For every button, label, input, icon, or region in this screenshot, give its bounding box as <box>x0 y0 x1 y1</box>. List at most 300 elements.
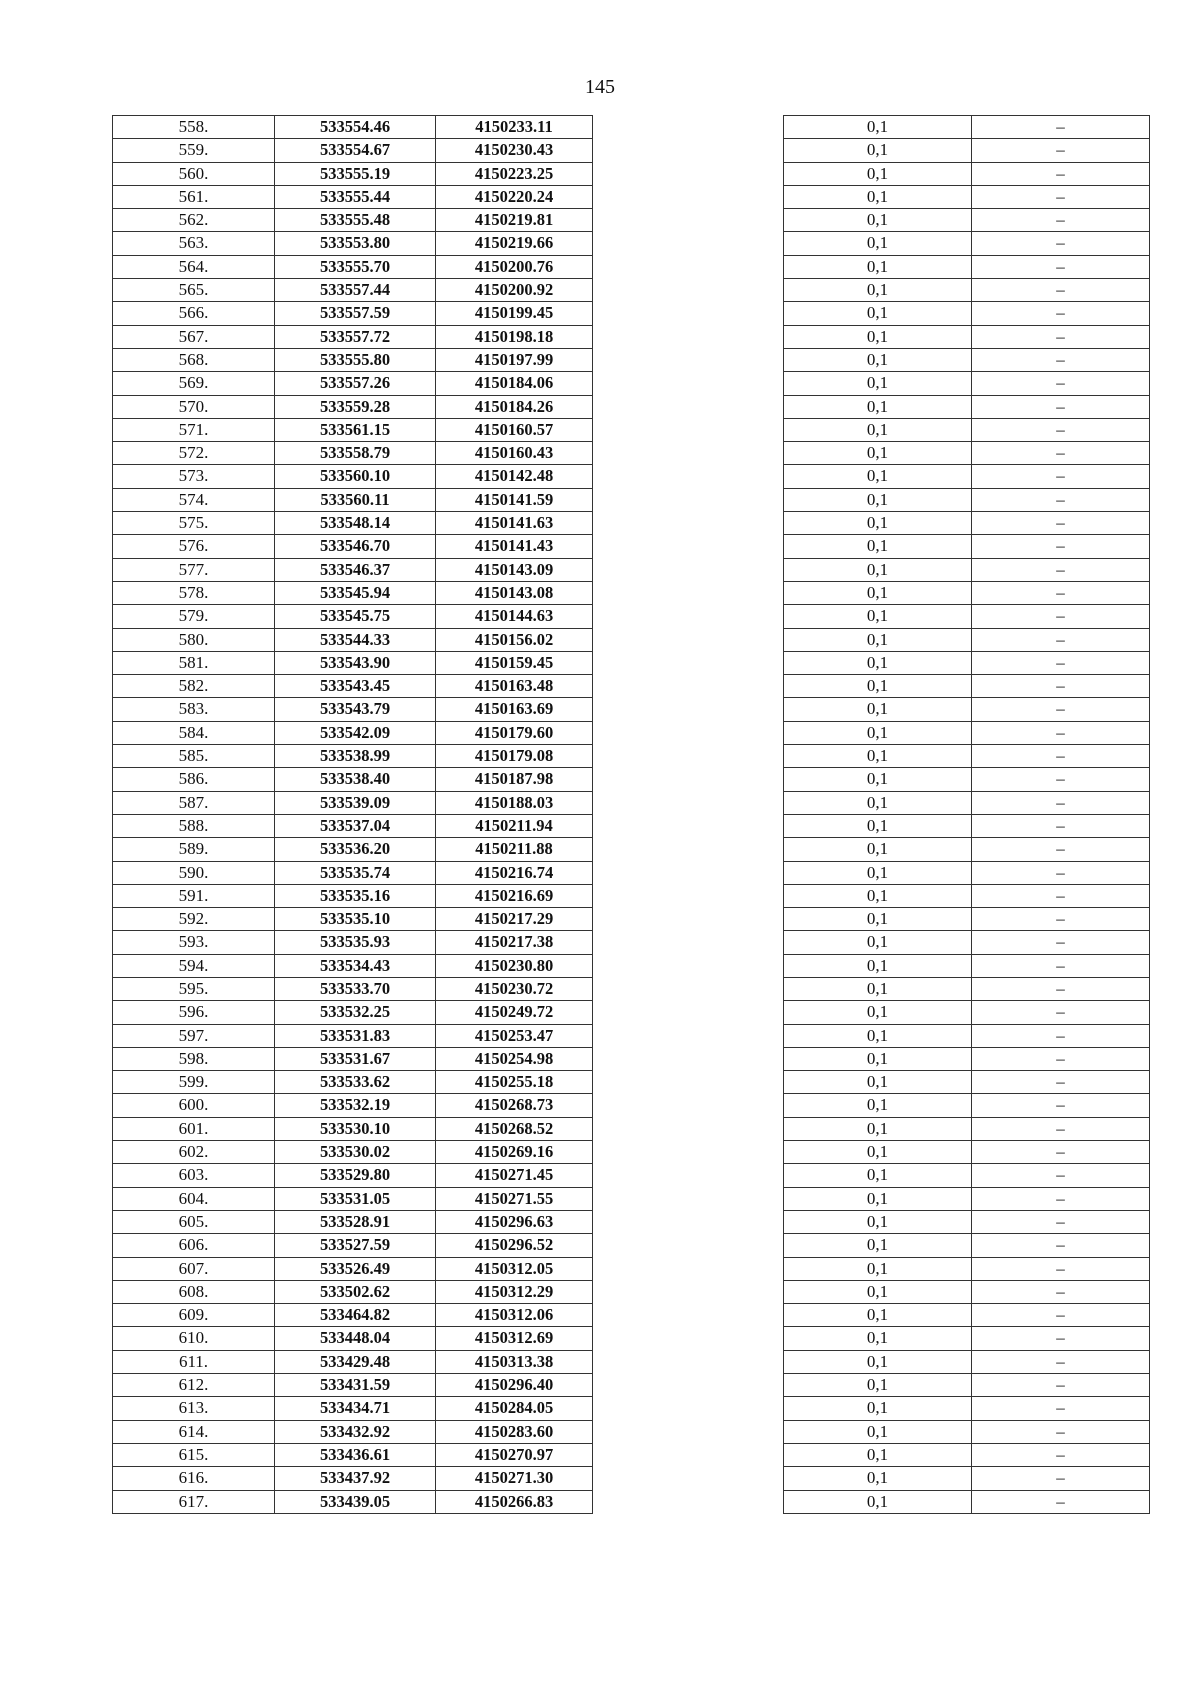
dash-cell: – <box>972 1257 1150 1280</box>
dash-cell: – <box>972 581 1150 604</box>
table-row <box>784 232 1150 255</box>
y-coordinate-cell: 4150268.73 <box>436 1094 593 1117</box>
table-row <box>784 1047 1150 1070</box>
table-row <box>784 791 1150 814</box>
table-row <box>113 465 593 488</box>
value-cell: 0,1 <box>784 721 972 744</box>
table-row <box>784 488 1150 511</box>
dash-cell: – <box>972 1141 1150 1164</box>
table-row <box>784 745 1150 768</box>
y-coordinate-cell: 4150156.02 <box>436 628 593 651</box>
value-cell: 0,1 <box>784 1443 972 1466</box>
point-number-cell: 568. <box>113 348 275 371</box>
value-cell: 0,1 <box>784 861 972 884</box>
dash-cell: – <box>972 884 1150 907</box>
x-coordinate-cell: 533555.48 <box>275 209 436 232</box>
table-row <box>113 1420 593 1443</box>
table-row <box>784 884 1150 907</box>
y-coordinate-cell: 4150200.92 <box>436 279 593 302</box>
x-coordinate-cell: 533437.92 <box>275 1467 436 1490</box>
y-coordinate-cell: 4150217.29 <box>436 908 593 931</box>
value-cell: 0,1 <box>784 1304 972 1327</box>
point-number-cell: 582. <box>113 675 275 698</box>
dash-cell: – <box>972 1234 1150 1257</box>
x-coordinate-cell: 533539.09 <box>275 791 436 814</box>
point-number-cell: 596. <box>113 1001 275 1024</box>
point-number-cell: 576. <box>113 535 275 558</box>
table-row <box>113 348 593 371</box>
y-coordinate-cell: 4150296.63 <box>436 1210 593 1233</box>
y-coordinate-cell: 4150253.47 <box>436 1024 593 1047</box>
point-number-cell: 606. <box>113 1234 275 1257</box>
dash-cell: – <box>972 605 1150 628</box>
point-number-cell: 569. <box>113 372 275 395</box>
value-cell: 0,1 <box>784 908 972 931</box>
x-coordinate-cell: 533555.19 <box>275 162 436 185</box>
point-number-cell: 574. <box>113 488 275 511</box>
x-coordinate-cell: 533535.74 <box>275 861 436 884</box>
table-row <box>784 581 1150 604</box>
dash-cell: – <box>972 861 1150 884</box>
x-coordinate-cell: 533538.40 <box>275 768 436 791</box>
table-row <box>113 209 593 232</box>
table-row <box>113 372 593 395</box>
table-row <box>113 395 593 418</box>
table-row <box>113 255 593 278</box>
table-row <box>784 814 1150 837</box>
value-cell: 0,1 <box>784 768 972 791</box>
x-coordinate-cell: 533532.19 <box>275 1094 436 1117</box>
x-coordinate-cell: 533557.59 <box>275 302 436 325</box>
point-number-cell: 593. <box>113 931 275 954</box>
table-row <box>784 908 1150 931</box>
dash-cell: – <box>972 977 1150 1000</box>
x-coordinate-cell: 533560.10 <box>275 465 436 488</box>
y-coordinate-cell: 4150142.48 <box>436 465 593 488</box>
y-coordinate-cell: 4150217.38 <box>436 931 593 954</box>
value-cell: 0,1 <box>784 1467 972 1490</box>
y-coordinate-cell: 4150159.45 <box>436 651 593 674</box>
table-row <box>784 1257 1150 1280</box>
point-number-cell: 600. <box>113 1094 275 1117</box>
table-row <box>113 162 593 185</box>
table-row <box>784 1024 1150 1047</box>
x-coordinate-cell: 533464.82 <box>275 1304 436 1327</box>
value-cell: 0,1 <box>784 488 972 511</box>
x-coordinate-cell: 533553.80 <box>275 232 436 255</box>
y-coordinate-cell: 4150197.99 <box>436 348 593 371</box>
dash-cell: – <box>972 1071 1150 1094</box>
dash-cell: – <box>972 255 1150 278</box>
table-row <box>113 1280 593 1303</box>
y-coordinate-cell: 4150270.97 <box>436 1443 593 1466</box>
table-row <box>784 116 1150 139</box>
point-number-cell: 559. <box>113 139 275 162</box>
table-row <box>113 675 593 698</box>
x-coordinate-cell: 533529.80 <box>275 1164 436 1187</box>
y-coordinate-cell: 4150271.45 <box>436 1164 593 1187</box>
dash-cell: – <box>972 1047 1150 1070</box>
value-cell: 0,1 <box>784 977 972 1000</box>
value-cell: 0,1 <box>784 581 972 604</box>
table-row <box>784 1374 1150 1397</box>
y-coordinate-cell: 4150143.08 <box>436 581 593 604</box>
x-coordinate-cell: 533558.79 <box>275 442 436 465</box>
table-row <box>113 325 593 348</box>
table-row <box>784 209 1150 232</box>
value-cell: 0,1 <box>784 1327 972 1350</box>
x-coordinate-cell: 533555.70 <box>275 255 436 278</box>
y-coordinate-cell: 4150211.94 <box>436 814 593 837</box>
table-row <box>113 1374 593 1397</box>
table-row <box>784 1117 1150 1140</box>
dash-cell: – <box>972 814 1150 837</box>
point-number-cell: 579. <box>113 605 275 628</box>
y-coordinate-cell: 4150269.16 <box>436 1141 593 1164</box>
point-number-cell: 601. <box>113 1117 275 1140</box>
x-coordinate-cell: 533538.99 <box>275 745 436 768</box>
value-cell: 0,1 <box>784 116 972 139</box>
values-table-body <box>784 116 1150 1514</box>
table-row <box>113 791 593 814</box>
point-number-cell: 581. <box>113 651 275 674</box>
value-cell: 0,1 <box>784 279 972 302</box>
x-coordinate-cell: 533545.94 <box>275 581 436 604</box>
point-number-cell: 602. <box>113 1141 275 1164</box>
table-row <box>113 745 593 768</box>
table-row <box>113 698 593 721</box>
dash-cell: – <box>972 1210 1150 1233</box>
value-cell: 0,1 <box>784 931 972 954</box>
x-coordinate-cell: 533526.49 <box>275 1257 436 1280</box>
dash-cell: – <box>972 1117 1150 1140</box>
table-row <box>784 861 1150 884</box>
point-number-cell: 572. <box>113 442 275 465</box>
point-number-cell: 591. <box>113 884 275 907</box>
dash-cell: – <box>972 348 1150 371</box>
dash-cell: – <box>972 838 1150 861</box>
table-row <box>113 651 593 674</box>
table-row <box>113 721 593 744</box>
point-number-cell: 614. <box>113 1420 275 1443</box>
value-cell: 0,1 <box>784 348 972 371</box>
point-number-cell: 564. <box>113 255 275 278</box>
point-number-cell: 583. <box>113 698 275 721</box>
point-number-cell: 597. <box>113 1024 275 1047</box>
table-row <box>784 1467 1150 1490</box>
x-coordinate-cell: 533560.11 <box>275 488 436 511</box>
y-coordinate-cell: 4150216.74 <box>436 861 593 884</box>
dash-cell: – <box>972 698 1150 721</box>
table-row <box>113 232 593 255</box>
table-row <box>784 325 1150 348</box>
table-row <box>113 1234 593 1257</box>
point-number-cell: 594. <box>113 954 275 977</box>
y-coordinate-cell: 4150163.69 <box>436 698 593 721</box>
values-table <box>783 115 1150 1514</box>
point-number-cell: 570. <box>113 395 275 418</box>
dash-cell: – <box>972 558 1150 581</box>
value-cell: 0,1 <box>784 558 972 581</box>
y-coordinate-cell: 4150179.08 <box>436 745 593 768</box>
value-cell: 0,1 <box>784 884 972 907</box>
y-coordinate-cell: 4150141.43 <box>436 535 593 558</box>
y-coordinate-cell: 4150266.83 <box>436 1490 593 1513</box>
table-row <box>784 1094 1150 1117</box>
point-number-cell: 563. <box>113 232 275 255</box>
table-row <box>784 465 1150 488</box>
point-number-cell: 598. <box>113 1047 275 1070</box>
x-coordinate-cell: 533548.14 <box>275 512 436 535</box>
x-coordinate-cell: 533448.04 <box>275 1327 436 1350</box>
y-coordinate-cell: 4150296.40 <box>436 1374 593 1397</box>
dash-cell: – <box>972 162 1150 185</box>
point-number-cell: 592. <box>113 908 275 931</box>
table-row <box>784 512 1150 535</box>
table-row <box>784 651 1150 674</box>
value-cell: 0,1 <box>784 442 972 465</box>
dash-cell: – <box>972 418 1150 441</box>
y-coordinate-cell: 4150219.81 <box>436 209 593 232</box>
table-row <box>113 1304 593 1327</box>
table-row <box>113 838 593 861</box>
value-cell: 0,1 <box>784 209 972 232</box>
value-cell: 0,1 <box>784 698 972 721</box>
y-coordinate-cell: 4150187.98 <box>436 768 593 791</box>
dash-cell: – <box>972 1397 1150 1420</box>
table-row <box>784 185 1150 208</box>
table-row <box>784 1234 1150 1257</box>
y-coordinate-cell: 4150216.69 <box>436 884 593 907</box>
value-cell: 0,1 <box>784 1187 972 1210</box>
table-row <box>784 721 1150 744</box>
table-row <box>784 931 1150 954</box>
point-number-cell: 617. <box>113 1490 275 1513</box>
value-cell: 0,1 <box>784 745 972 768</box>
x-coordinate-cell: 533531.83 <box>275 1024 436 1047</box>
table-row <box>784 1164 1150 1187</box>
x-coordinate-cell: 533546.37 <box>275 558 436 581</box>
table-row <box>784 1420 1150 1443</box>
y-coordinate-cell: 4150188.03 <box>436 791 593 814</box>
value-cell: 0,1 <box>784 1280 972 1303</box>
x-coordinate-cell: 533554.67 <box>275 139 436 162</box>
table-row <box>784 139 1150 162</box>
table-row <box>113 442 593 465</box>
value-cell: 0,1 <box>784 1234 972 1257</box>
table-row <box>784 255 1150 278</box>
x-coordinate-cell: 533557.44 <box>275 279 436 302</box>
point-number-cell: 566. <box>113 302 275 325</box>
table-row <box>113 302 593 325</box>
table-row <box>784 675 1150 698</box>
dash-cell: – <box>972 1443 1150 1466</box>
value-cell: 0,1 <box>784 605 972 628</box>
table-row <box>113 418 593 441</box>
table-row <box>113 1350 593 1373</box>
table-row <box>113 581 593 604</box>
table-row <box>113 814 593 837</box>
dash-cell: – <box>972 1467 1150 1490</box>
dash-cell: – <box>972 954 1150 977</box>
dash-cell: – <box>972 1374 1150 1397</box>
point-number-cell: 616. <box>113 1467 275 1490</box>
y-coordinate-cell: 4150254.98 <box>436 1047 593 1070</box>
table-row <box>784 1071 1150 1094</box>
y-coordinate-cell: 4150211.88 <box>436 838 593 861</box>
table-row <box>784 1490 1150 1513</box>
table-row <box>113 628 593 651</box>
table-row <box>113 1327 593 1350</box>
page-number: 145 <box>585 76 615 98</box>
point-number-cell: 609. <box>113 1304 275 1327</box>
value-cell: 0,1 <box>784 512 972 535</box>
dash-cell: – <box>972 116 1150 139</box>
y-coordinate-cell: 4150160.43 <box>436 442 593 465</box>
point-number-cell: 615. <box>113 1443 275 1466</box>
point-number-cell: 603. <box>113 1164 275 1187</box>
value-cell: 0,1 <box>784 418 972 441</box>
x-coordinate-cell: 533535.93 <box>275 931 436 954</box>
value-cell: 0,1 <box>784 1047 972 1070</box>
point-number-cell: 608. <box>113 1280 275 1303</box>
value-cell: 0,1 <box>784 535 972 558</box>
x-coordinate-cell: 533537.04 <box>275 814 436 837</box>
x-coordinate-cell: 533557.26 <box>275 372 436 395</box>
point-number-cell: 604. <box>113 1187 275 1210</box>
dash-cell: – <box>972 279 1150 302</box>
y-coordinate-cell: 4150160.57 <box>436 418 593 441</box>
table-row <box>113 512 593 535</box>
x-coordinate-cell: 533555.44 <box>275 185 436 208</box>
point-number-cell: 605. <box>113 1210 275 1233</box>
y-coordinate-cell: 4150255.18 <box>436 1071 593 1094</box>
dash-cell: – <box>972 139 1150 162</box>
point-number-cell: 611. <box>113 1350 275 1373</box>
dash-cell: – <box>972 1001 1150 1024</box>
x-coordinate-cell: 533502.62 <box>275 1280 436 1303</box>
dash-cell: – <box>972 1420 1150 1443</box>
dash-cell: – <box>972 232 1150 255</box>
point-number-cell: 587. <box>113 791 275 814</box>
table-row <box>784 1443 1150 1466</box>
table-row <box>784 442 1150 465</box>
y-coordinate-cell: 4150312.29 <box>436 1280 593 1303</box>
table-row <box>784 768 1150 791</box>
table-row <box>113 279 593 302</box>
x-coordinate-cell: 533434.71 <box>275 1397 436 1420</box>
y-coordinate-cell: 4150220.24 <box>436 185 593 208</box>
table-row <box>784 605 1150 628</box>
y-coordinate-cell: 4150233.11 <box>436 116 593 139</box>
dash-cell: – <box>972 302 1150 325</box>
point-number-cell: 588. <box>113 814 275 837</box>
value-cell: 0,1 <box>784 255 972 278</box>
point-number-cell: 599. <box>113 1071 275 1094</box>
table-row <box>113 1001 593 1024</box>
coordinates-table-body <box>113 116 593 1514</box>
table-row <box>113 861 593 884</box>
x-coordinate-cell: 533531.05 <box>275 1187 436 1210</box>
point-number-cell: 573. <box>113 465 275 488</box>
table-row <box>113 1257 593 1280</box>
point-number-cell: 558. <box>113 116 275 139</box>
dash-cell: – <box>972 1094 1150 1117</box>
point-number-cell: 567. <box>113 325 275 348</box>
x-coordinate-cell: 533532.25 <box>275 1001 436 1024</box>
table-row <box>113 185 593 208</box>
x-coordinate-cell: 533432.92 <box>275 1420 436 1443</box>
point-number-cell: 578. <box>113 581 275 604</box>
table-row <box>113 605 593 628</box>
dash-cell: – <box>972 931 1150 954</box>
x-coordinate-cell: 533531.67 <box>275 1047 436 1070</box>
point-number-cell: 585. <box>113 745 275 768</box>
table-row <box>784 1141 1150 1164</box>
y-coordinate-cell: 4150271.30 <box>436 1467 593 1490</box>
x-coordinate-cell: 533530.02 <box>275 1141 436 1164</box>
y-coordinate-cell: 4150230.72 <box>436 977 593 1000</box>
x-coordinate-cell: 533543.79 <box>275 698 436 721</box>
value-cell: 0,1 <box>784 1210 972 1233</box>
table-row <box>784 1350 1150 1373</box>
x-coordinate-cell: 533530.10 <box>275 1117 436 1140</box>
dash-cell: – <box>972 442 1150 465</box>
value-cell: 0,1 <box>784 1420 972 1443</box>
table-row <box>784 698 1150 721</box>
point-number-cell: 577. <box>113 558 275 581</box>
x-coordinate-cell: 533534.43 <box>275 954 436 977</box>
table-row <box>784 418 1150 441</box>
coordinates-table <box>112 115 593 1514</box>
y-coordinate-cell: 4150312.05 <box>436 1257 593 1280</box>
dash-cell: – <box>972 675 1150 698</box>
x-coordinate-cell: 533436.61 <box>275 1443 436 1466</box>
table-row <box>784 302 1150 325</box>
table-row <box>784 1397 1150 1420</box>
point-number-cell: 590. <box>113 861 275 884</box>
point-number-cell: 610. <box>113 1327 275 1350</box>
point-number-cell: 562. <box>113 209 275 232</box>
value-cell: 0,1 <box>784 651 972 674</box>
x-coordinate-cell: 533555.80 <box>275 348 436 371</box>
y-coordinate-cell: 4150283.60 <box>436 1420 593 1443</box>
dash-cell: – <box>972 1164 1150 1187</box>
table-row <box>113 139 593 162</box>
table-row <box>784 954 1150 977</box>
y-coordinate-cell: 4150144.63 <box>436 605 593 628</box>
y-coordinate-cell: 4150313.38 <box>436 1350 593 1373</box>
table-row <box>113 1467 593 1490</box>
table-row <box>784 1304 1150 1327</box>
value-cell: 0,1 <box>784 1117 972 1140</box>
dash-cell: – <box>972 1327 1150 1350</box>
y-coordinate-cell: 4150200.76 <box>436 255 593 278</box>
y-coordinate-cell: 4150141.59 <box>436 488 593 511</box>
value-cell: 0,1 <box>784 325 972 348</box>
value-cell: 0,1 <box>784 465 972 488</box>
dash-cell: – <box>972 1187 1150 1210</box>
table-row <box>113 1141 593 1164</box>
value-cell: 0,1 <box>784 1001 972 1024</box>
value-cell: 0,1 <box>784 1024 972 1047</box>
y-coordinate-cell: 4150223.25 <box>436 162 593 185</box>
dash-cell: – <box>972 512 1150 535</box>
table-row <box>113 977 593 1000</box>
dash-cell: – <box>972 395 1150 418</box>
table-row <box>784 1210 1150 1233</box>
x-coordinate-cell: 533544.33 <box>275 628 436 651</box>
